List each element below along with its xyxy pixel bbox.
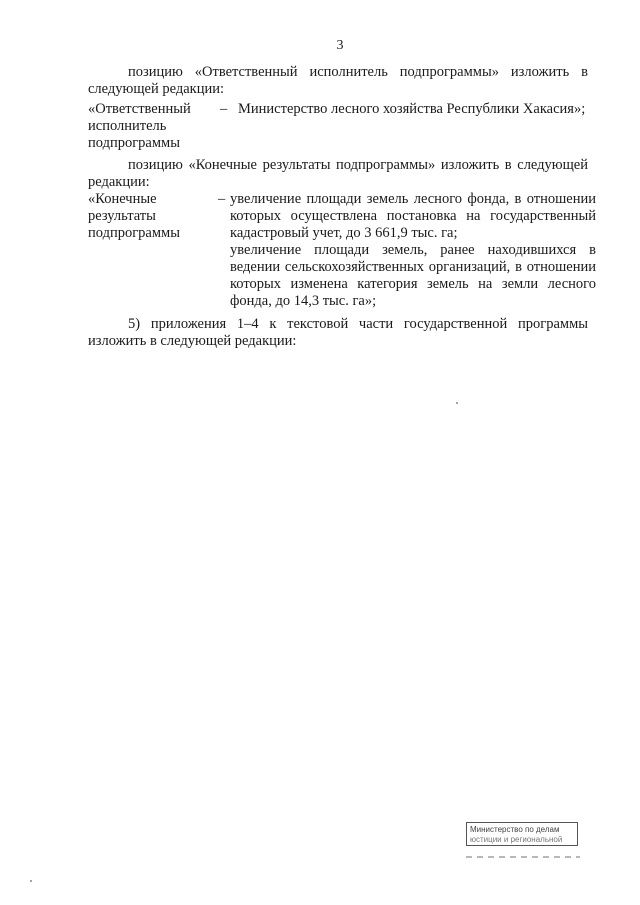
responsible-executor-label: «Ответственный исполнитель подпрограммы — [88, 101, 191, 151]
stamp-underline — [466, 856, 580, 858]
scan-speck — [30, 880, 32, 882]
final-results-item: увеличение площади земель лесного фонда, в отношении которых осуществлена постановка на государственный кадастровый учет, до 3 661,9 тыс. га; — [230, 191, 596, 241]
final-results-label: «Конечные результаты подпрограммы — [88, 191, 180, 241]
final-results-item: увеличение площади земель, ранее находившихся в ведении сельскохозяйственных организаций, в отношении которых изменена категория земель на земли лесного фонда, до 14,3 тыс. га»; — [230, 242, 596, 309]
scan-speck — [456, 402, 458, 404]
paragraph-appendices: 5) приложения 1–4 к текстовой части государственной программы изложить в следующей редакции: — [88, 316, 588, 349]
dash-separator: – — [220, 101, 228, 117]
dash-separator: – — [218, 191, 226, 207]
final-results-value — [230, 191, 596, 310]
stamp-line: юстиции и региональной — [470, 835, 563, 844]
final-results-row — [88, 191, 600, 309]
stamp-line: Министерство по делам — [470, 825, 560, 834]
responsible-executor-value: Министерство лесного хозяйства Республики Хакасия»; — [238, 101, 586, 117]
paragraph-results-intro: позицию «Конечные результаты подпрограммы» изложить в следующей редакции: — [88, 157, 588, 190]
registration-stamp — [466, 822, 578, 846]
page-number: 3 — [336, 38, 344, 53]
paragraph-responsible-intro: позицию «Ответственный исполнитель подпрограммы» изложить в следующей редакции: — [88, 64, 588, 97]
responsible-executor-row — [88, 101, 600, 151]
